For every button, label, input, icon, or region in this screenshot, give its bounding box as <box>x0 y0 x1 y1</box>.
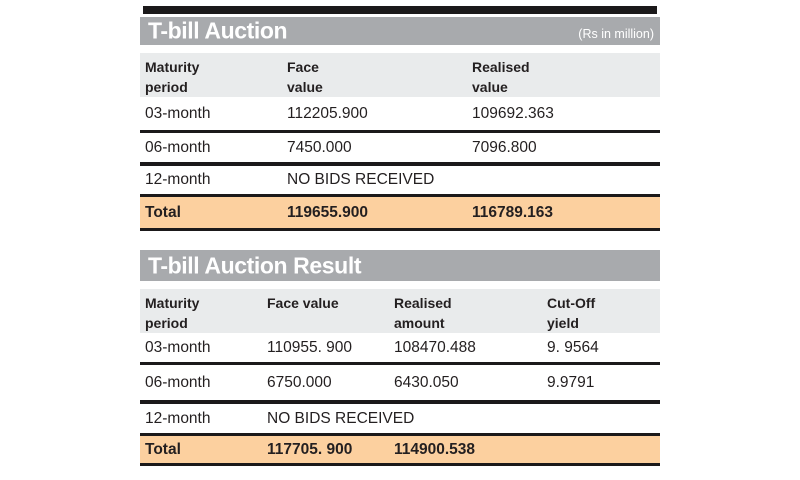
face-value-cell: 6750.000 <box>267 373 332 391</box>
header-line: Maturity <box>145 59 200 75</box>
result-header-maturity <box>145 293 199 333</box>
top-accent-bar <box>143 6 657 14</box>
unit-note: (Rs in million) <box>578 27 654 41</box>
result-header-row <box>140 289 660 333</box>
auction-header-face <box>287 57 323 97</box>
total-realised-value: 116789.163 <box>472 203 554 221</box>
header-line: value <box>472 79 508 95</box>
tbill-panel <box>140 0 660 480</box>
header-line: Face value <box>267 295 339 311</box>
total-face-value: 119655.900 <box>287 203 369 221</box>
realised-value-cell: 7096.800 <box>472 138 537 156</box>
result-row-12-month <box>140 404 660 433</box>
auction-row-12-month <box>140 166 660 194</box>
header-line: Realised <box>472 59 530 75</box>
result-header-cutoff <box>547 293 595 333</box>
header-line: value <box>287 79 323 95</box>
header-line: yield <box>547 315 579 331</box>
face-value-cell: 7450.000 <box>287 138 352 156</box>
auction-header-realised <box>472 57 530 97</box>
total-label: Total <box>145 203 181 221</box>
result-header-realised <box>394 293 452 333</box>
header-line: amount <box>394 315 445 331</box>
header-line: Cut-Off <box>547 295 596 311</box>
result-title: T-bill Auction Result <box>148 252 362 278</box>
realised-amount-cell: 6430.050 <box>394 373 459 391</box>
auction-title-bar <box>140 17 660 45</box>
auction-header-row <box>140 53 660 97</box>
maturity-cell: 06-month <box>145 138 211 156</box>
no-bids-cell: NO BIDS RECEIVED <box>287 171 435 188</box>
maturity-cell: 12-month <box>145 409 211 427</box>
result-header-face <box>267 293 339 313</box>
header-line: Face <box>287 59 319 75</box>
realised-amount-cell: 108470.488 <box>394 338 476 356</box>
maturity-cell: 03-month <box>145 104 211 122</box>
header-line: Realised <box>394 295 452 311</box>
total-face-value: 117705. 900 <box>267 440 353 458</box>
no-bids-cell: NO BIDS RECEIVED <box>267 409 415 427</box>
result-row-03-month <box>140 333 660 365</box>
auction-row-03-month <box>140 97 660 133</box>
total-realised-amount: 114900.538 <box>394 440 476 458</box>
header-line: period <box>145 79 188 95</box>
auction-header-maturity <box>145 57 199 97</box>
total-label: Total <box>145 440 181 458</box>
result-title-bar <box>140 250 660 281</box>
header-line: Maturity <box>145 295 200 311</box>
face-value-cell: 110955. 900 <box>267 338 353 356</box>
maturity-cell: 12-month <box>145 171 211 188</box>
header-line: period <box>145 315 188 331</box>
realised-value-cell: 109692.363 <box>472 104 554 122</box>
cutoff-yield-cell: 9.9791 <box>547 373 595 391</box>
face-value-cell: 112205.900 <box>287 104 368 122</box>
auction-total-row <box>140 194 660 231</box>
maturity-cell: 03-month <box>145 338 211 356</box>
auction-row-06-month <box>140 133 660 166</box>
auction-title: T-bill Auction <box>148 17 288 44</box>
maturity-cell: 06-month <box>145 373 211 391</box>
result-total-row <box>140 433 660 466</box>
result-row-06-month <box>140 365 660 404</box>
cutoff-yield-cell: 9. 9564 <box>547 338 599 356</box>
